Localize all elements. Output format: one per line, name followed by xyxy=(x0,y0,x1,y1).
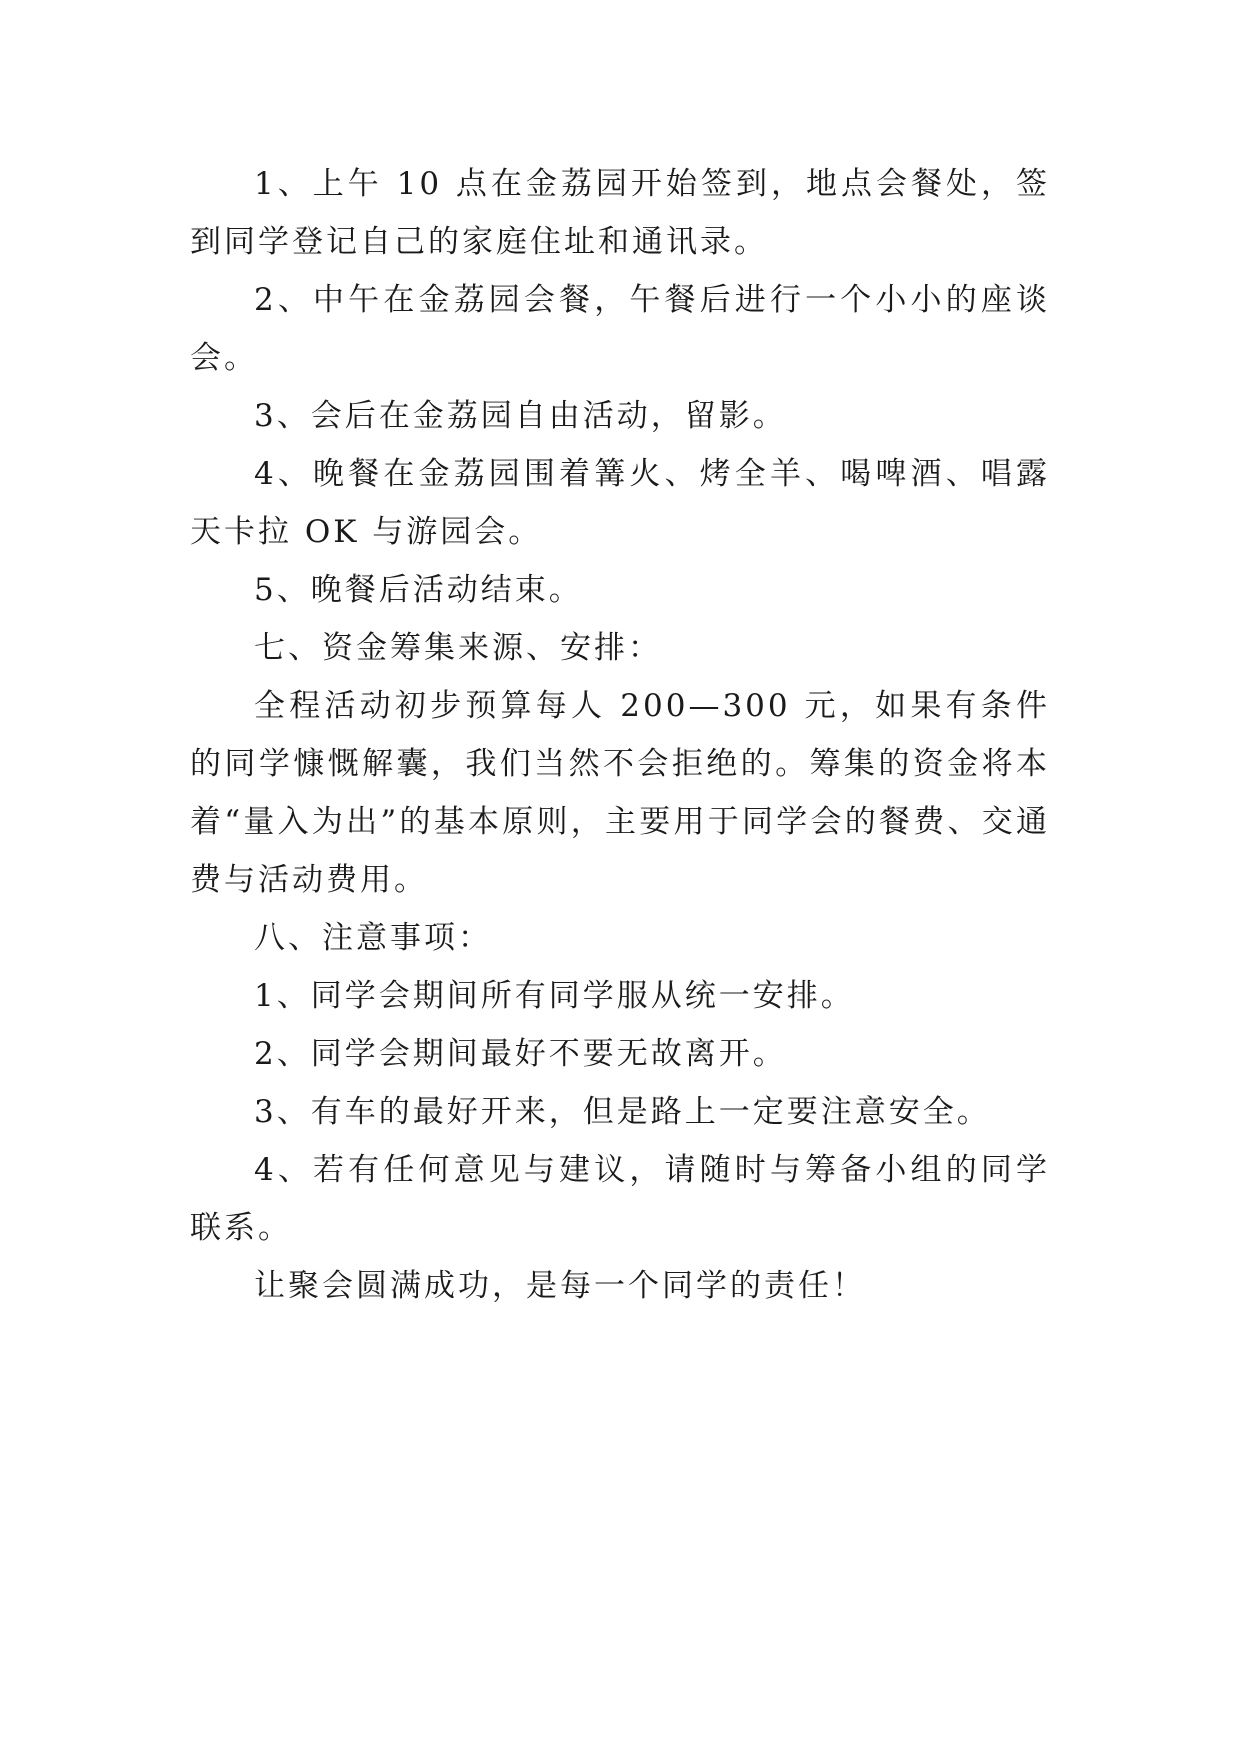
note-item-2: 2、同学会期间最好不要无故离开。 xyxy=(254,1036,787,1072)
note-item-1: 1、同学会期间所有同学服从统一安排。 xyxy=(254,978,855,1014)
note-item-3: 3、有车的最好开来，但是路上一定要注意安全。 xyxy=(254,1094,991,1130)
paragraph-item-1-signin: 1、上午 10 点在金荔园开始签到，地点会餐处，签到同学登记自己的家庭住址和通讯录。 xyxy=(190,166,1050,260)
paragraph-funding-details: 全程活动初步预算每人 200—300 元，如果有条件的同学慷慨解囊，我们当然不会拒绝的。筹集的资金将本着“量入为出”的基本原则，主要用于同学会的餐费、交通费与活动费用。 xyxy=(190,688,1050,898)
closing-line: 让聚会圆满成功，是每一个同学的责任！ xyxy=(254,1268,866,1304)
paragraph-item-5-end: 5、晚餐后活动结束。 xyxy=(254,572,583,608)
document-body xyxy=(190,155,1050,1315)
section-heading-notes: 八、注意事项： xyxy=(254,920,492,956)
paragraph-item-4-dinner: 4、晚餐在金荔园围着篝火、烤全羊、喝啤酒、唱露天卡拉 OK 与游园会。 xyxy=(190,456,1050,550)
note-item-4: 4、若有任何意见与建议，请随时与筹备小组的同学联系。 xyxy=(190,1152,1050,1246)
paragraph-item-3-free-activity: 3、会后在金荔园自由活动，留影。 xyxy=(254,398,787,434)
section-heading-funding: 七、资金筹集来源、安排： xyxy=(254,630,662,666)
paragraph-item-2-lunch: 2、中午在金荔园会餐，午餐后进行一个小小的座谈会。 xyxy=(190,282,1050,376)
